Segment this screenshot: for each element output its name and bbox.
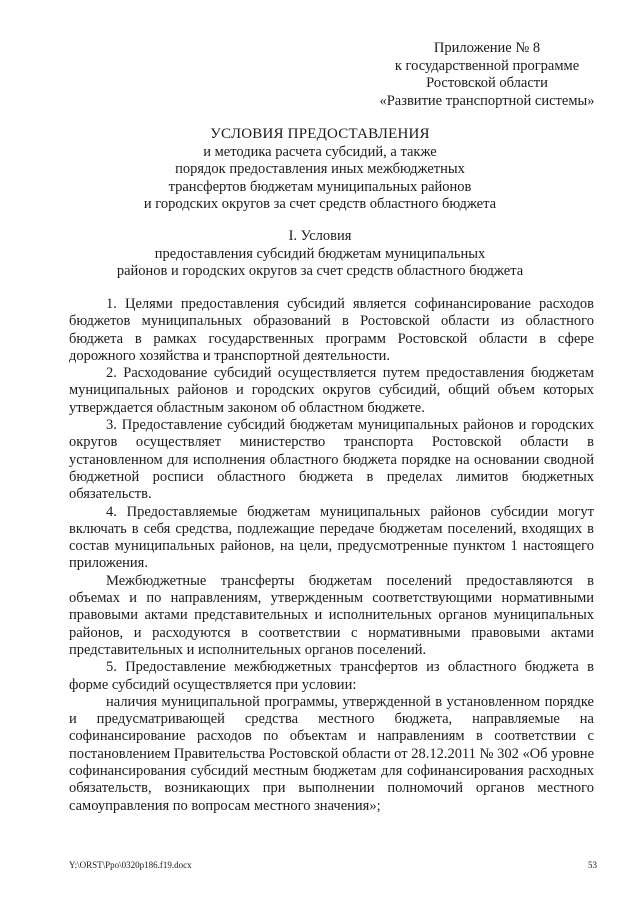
appendix-line: Ростовской области (426, 75, 548, 91)
appendix-header (362, 40, 612, 110)
page-number: 53 (588, 860, 597, 870)
paragraph: 1. Целями предоставления субсидий является софинансирование расходов бюджетов муниципальных образований в Ростовской области из областного бюджета в рамках государственных программ Ростовской области в сфере дорожного хозяйства и транспортной деятельности. (69, 296, 594, 364)
paragraph: Межбюджетные трансферты бюджетам поселений предоставляются в объемах и по направлениям, утвержденным соответствующими нормативными правовыми актами представительных и исполнительных органов муниципальных районов, и расходуются в соответствии с нормативными правовыми актами представительных и исполнительных органов поселений. (69, 572, 594, 658)
title-line: и методика расчета субсидий, а также (203, 143, 437, 160)
paragraph: 5. Предоставление межбюджетных трансфертов из областного бюджета в форме субсидий осуществляется при условии: (69, 659, 594, 693)
section-heading-block (0, 228, 640, 281)
section-line: предоставления субсидий бюджетам муниципальных (154, 245, 486, 262)
paragraph: наличия муниципальной программы, утвержденной в установленном порядке и предусматривающей средства местного бюджета, направляемые на софинансирование расходов по объектам и направлениям в соответствии с постановлением Правительства Ростовской области от 28.12.2011 № 302 «Об уровне софинансирования субсидий местным бюджетам для софинансирования расходных обязательств, возникающих при выполнении полномочий органов местного самоуправления по вопросам местного значения»; (69, 693, 594, 814)
appendix-line: «Развитие транспортной системы» (379, 92, 595, 109)
document-title (0, 126, 640, 214)
appendix-line: Приложение № 8 (433, 40, 541, 56)
main-title: УСЛОВИЯ ПРЕДОСТАВЛЕНИЯ (210, 126, 430, 142)
title-line: трансфертов бюджетам муниципальных районов (168, 178, 472, 195)
title-line: и городских округов за счет средств областного бюджета (143, 196, 497, 212)
body-text (69, 296, 594, 815)
paragraph: 2. Расходование субсидий осуществляется путем предоставления бюджетам муниципальных районов и городских округов субсидий, общий объем которых утверждается областным законом об областном бюджете. (69, 365, 594, 416)
paragraph: 3. Предоставление субсидий бюджетам муниципальных районов и городских округов осуществляет министерство транспорта Ростовской области в установленном для исполнения областного бюджета порядке на основании сводной бюджетной росписи областного бюджета в пределах лимитов бюджетных обязательств. (69, 417, 594, 503)
paragraph: 4. Предоставляемые бюджетам муниципальных районов субсидии могут включать в себя средства, подлежащие передаче бюджетам поселений, входящих в состав муниципальных районов, на цели, предусмотренные пунктом 1 настоящего приложения. (69, 503, 594, 572)
title-line: порядок предоставления иных межбюджетных (175, 161, 465, 177)
section-line: районов и городских округов за счет средств областного бюджета (116, 263, 524, 279)
file-path: Y:\ORST\Ppo\0320p186.f19.docx (69, 860, 192, 870)
appendix-line: к государственной программе (394, 57, 580, 74)
section-heading: I. Условия (288, 228, 352, 244)
